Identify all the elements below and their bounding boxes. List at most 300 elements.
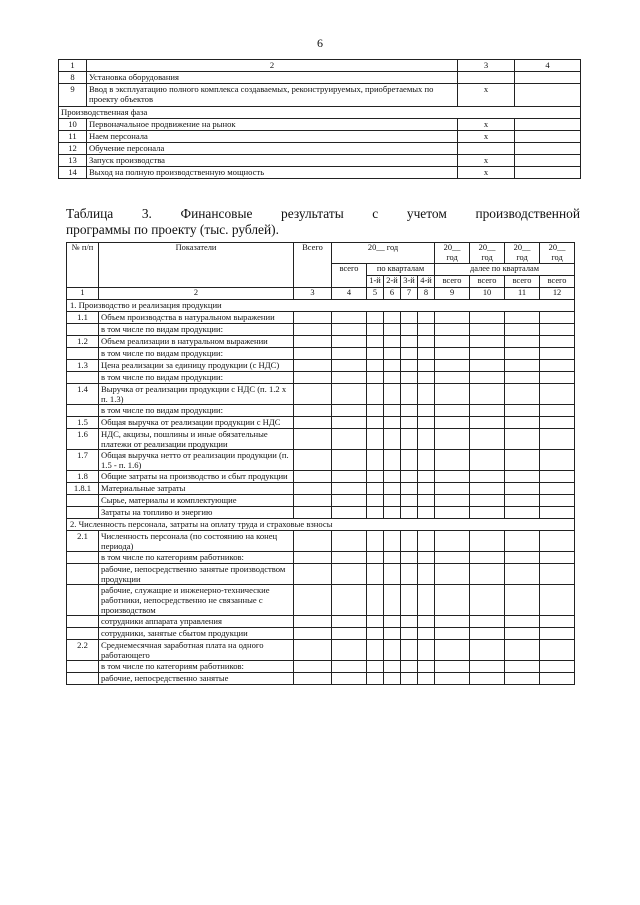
value-cell [367,483,384,495]
value-cell [294,483,332,495]
value-cell [435,336,470,348]
row-label: в том числе по видам продукции: [99,324,294,336]
value-cell [294,661,332,673]
value-cell [294,405,332,417]
value-cell [418,616,435,628]
row-label: Общие затраты на производство и сбыт продукции [99,471,294,483]
row-label: сотрудники аппарата управления [99,616,294,628]
value-cell [384,483,401,495]
table-row [67,336,575,348]
value-cell [367,348,384,360]
value-cell [401,564,418,585]
column-number: 10 [470,288,505,300]
value-cell [418,405,435,417]
value-cell [384,312,401,324]
table-row [67,552,575,564]
header-quarter: 1-й [367,276,384,288]
column-number: 4 [332,288,367,300]
value-cell [435,471,470,483]
header-num: № п/п [67,243,99,288]
row-mark [458,72,515,84]
value-cell [384,531,401,552]
value-cell [505,360,540,372]
value-cell [470,384,505,405]
value-cell [435,552,470,564]
row-number: 9 [59,84,87,107]
value-cell [367,336,384,348]
value-cell [367,417,384,429]
row-label: Цена реализации за единицу продукции (с НДС) [99,360,294,372]
column-number: 3 [294,288,332,300]
value-cell [332,471,367,483]
value-cell [435,531,470,552]
value-cell [384,471,401,483]
value-cell [294,495,332,507]
header-quarter: 2-й [384,276,401,288]
value-cell [384,336,401,348]
value-cell [505,336,540,348]
value-cell [367,640,384,661]
value-cell [418,384,435,405]
row-label: Общая выручка нетто от реализации продукции (п. 1.5 - п. 1.6) [99,450,294,471]
table-row [67,628,575,640]
row-mark [458,143,515,155]
table-row [67,495,575,507]
row-number: 13 [59,155,87,167]
value-cell [332,616,367,628]
value-cell [505,483,540,495]
row-number: 11 [59,131,87,143]
value-cell [294,372,332,384]
value-cell [540,495,575,507]
value-cell [418,640,435,661]
value-cell [367,360,384,372]
value-cell [418,564,435,585]
value-cell [367,471,384,483]
value-cell [470,507,505,519]
value-cell [418,450,435,471]
value-cell [367,552,384,564]
row-label: сотрудники, занятые сбытом продукции [99,628,294,640]
value-cell [332,450,367,471]
row-number: 12 [59,143,87,155]
row-number: 1.3 [67,360,99,372]
row-mark: x [458,155,515,167]
table-header-cell: 2 [87,60,458,72]
value-cell [435,564,470,585]
value-cell [470,628,505,640]
value-cell [332,552,367,564]
value-cell [470,336,505,348]
column-number: 5 [367,288,384,300]
table-row [59,155,581,167]
value-cell [418,661,435,673]
value-cell [540,531,575,552]
row-number [67,348,99,360]
value-cell [418,531,435,552]
header-further-by-quarters: далее по кварталам [435,264,575,276]
timeline-table [58,59,581,179]
value-cell [401,661,418,673]
value-cell [332,531,367,552]
header-quarter: 4-й [418,276,435,288]
value-cell [367,495,384,507]
value-cell [384,324,401,336]
value-cell [470,312,505,324]
value-cell [470,372,505,384]
row-label: рабочие, служащие и инженерно-технические работники, непосредственно не связанные с производством [99,585,294,616]
header-indicators: Показатели [99,243,294,288]
value-cell [332,372,367,384]
value-cell [332,640,367,661]
section-label: 1. Производство и реализация продукции [67,300,575,312]
value-cell [435,616,470,628]
value-cell [540,673,575,685]
value-cell [294,616,332,628]
value-cell [418,429,435,450]
value-cell [401,483,418,495]
row-number [67,405,99,417]
value-cell [294,640,332,661]
value-cell [505,640,540,661]
row-label: рабочие, непосредственно занятые производством продукции [99,564,294,585]
table-row [67,384,575,405]
value-cell [540,348,575,360]
table-row [59,72,581,84]
value-cell [470,324,505,336]
value-cell [294,336,332,348]
row-label: Первоначальное продвижение на рынок [87,119,458,131]
row-number: 10 [59,119,87,131]
value-cell [505,552,540,564]
value-cell [540,429,575,450]
value-cell [505,405,540,417]
value-cell [332,360,367,372]
table-row [67,450,575,471]
value-cell [435,640,470,661]
value-cell [418,360,435,372]
table-row [67,507,575,519]
row-label: рабочие, непосредственно занятые [99,673,294,685]
row-label: Объем реализации в натуральном выражении [99,336,294,348]
value-cell [401,360,418,372]
header-quarter: 3-й [401,276,418,288]
header-year-block: 20__ год [332,243,435,264]
value-cell [367,673,384,685]
value-cell [367,429,384,450]
value-cell [470,564,505,585]
value-cell [367,628,384,640]
value-cell [505,324,540,336]
value-cell [332,336,367,348]
value-cell [505,661,540,673]
row-label: Ввод в эксплуатацию полного комплекса создаваемых, реконструируемых, приобретаемых по проекту объектов [87,84,458,107]
header-row-1 [67,243,575,264]
table-row [67,564,575,585]
value-cell [540,360,575,372]
value-cell [384,384,401,405]
row-label: Численность персонала (по состоянию на конец периода) [99,531,294,552]
value-cell [401,384,418,405]
value-cell [540,585,575,616]
column-number-row [67,288,575,300]
table-row [67,312,575,324]
row-label: Наем персонала [87,131,458,143]
value-cell [435,348,470,360]
value-cell [418,585,435,616]
row-label: в том числе по категориям работников: [99,552,294,564]
value-cell [470,531,505,552]
header-vsego-col: всего [540,276,575,288]
value-cell [505,628,540,640]
row-label: в том числе по видам продукции: [99,405,294,417]
value-cell [384,628,401,640]
value-cell [384,405,401,417]
value-cell [470,360,505,372]
table-row [67,640,575,661]
row-number [67,585,99,616]
value-cell [401,324,418,336]
table-row [67,471,575,483]
column-number: 8 [418,288,435,300]
value-cell [401,640,418,661]
table-row [67,483,575,495]
value-cell [294,552,332,564]
row-label: Объем производства в натуральном выражении [99,312,294,324]
value-cell [294,507,332,519]
value-cell [505,585,540,616]
row-number [67,616,99,628]
row-mark: x [458,119,515,131]
value-cell [384,417,401,429]
value-cell [332,483,367,495]
value-cell [401,507,418,519]
value-cell [332,628,367,640]
section-label: Производственная фаза [59,107,581,119]
value-cell [540,661,575,673]
value-cell [435,585,470,616]
table-row [67,661,575,673]
table-row [59,119,581,131]
row-number: 1.8.1 [67,483,99,495]
value-cell [384,673,401,685]
row-label: Материальные затраты [99,483,294,495]
value-cell [384,495,401,507]
row-label: Запуск производства [87,155,458,167]
value-cell [435,372,470,384]
value-cell [401,417,418,429]
value-cell [418,417,435,429]
value-cell [540,628,575,640]
value-cell [470,348,505,360]
table-row [67,673,575,685]
row-number: 2.2 [67,640,99,661]
row-number: 1.6 [67,429,99,450]
value-cell [470,616,505,628]
value-cell [401,471,418,483]
value-cell [401,552,418,564]
value-cell [540,324,575,336]
value-cell [367,405,384,417]
row-label: Установка оборудования [87,72,458,84]
value-cell [435,483,470,495]
value-cell [384,661,401,673]
value-cell [367,312,384,324]
value-cell [435,405,470,417]
value-cell [418,372,435,384]
row-number [67,673,99,685]
table-header-cell: 1 [59,60,87,72]
value-cell [367,585,384,616]
header-year: 20__ год [435,243,470,264]
value-cell [540,483,575,495]
value-cell [332,312,367,324]
value-cell [332,507,367,519]
value-cell [540,405,575,417]
table-row [67,417,575,429]
value-cell [505,564,540,585]
row-label: Общая выручка от реализации продукции с НДС [99,417,294,429]
value-cell [384,360,401,372]
value-cell [505,616,540,628]
row-number: 1.4 [67,384,99,405]
row-label: Затраты на топливо и энергию [99,507,294,519]
row-label: в том числе по видам продукции: [99,372,294,384]
row-number [67,324,99,336]
value-cell [332,417,367,429]
value-cell [384,552,401,564]
value-cell [470,640,505,661]
value-cell [418,336,435,348]
table-row [67,372,575,384]
value-cell [332,673,367,685]
row-label: Среднемесячная заработная плата на одного работающего [99,640,294,661]
value-cell [384,450,401,471]
header-year: 20__ год [470,243,505,264]
value-cell [401,495,418,507]
value-cell [384,585,401,616]
value-cell [367,450,384,471]
value-cell [435,661,470,673]
value-cell [401,405,418,417]
row-number: 1.5 [67,417,99,429]
table-row [67,405,575,417]
row-mark: x [458,131,515,143]
value-cell [435,495,470,507]
value-cell [470,585,505,616]
table-row [59,84,581,107]
value-cell [470,661,505,673]
value-cell [435,360,470,372]
value-cell [505,312,540,324]
value-cell [401,336,418,348]
table-row [67,324,575,336]
value-cell [401,531,418,552]
value-cell [294,417,332,429]
value-cell [435,628,470,640]
value-cell [367,531,384,552]
value-cell [294,429,332,450]
value-cell [505,348,540,360]
column-number: 1 [67,288,99,300]
value-cell [540,336,575,348]
row-number: 1.7 [67,450,99,471]
table-row [67,429,575,450]
value-cell [332,348,367,360]
row-number [67,495,99,507]
value-cell [505,372,540,384]
value-cell [384,372,401,384]
value-cell [470,417,505,429]
value-cell [401,348,418,360]
table-row [67,348,575,360]
header-vsego-col: всего [435,276,470,288]
value-cell [384,348,401,360]
header-vsego-col: всего [505,276,540,288]
value-cell [384,640,401,661]
row-number [67,372,99,384]
value-cell [418,628,435,640]
value-cell [332,405,367,417]
value-cell [470,405,505,417]
row-label: в том числе по видам продукции: [99,348,294,360]
header-year: 20__ год [505,243,540,264]
row-label: Выход на полную производственную мощность [87,167,458,179]
column-number: 12 [540,288,575,300]
table-row [59,131,581,143]
value-cell [470,429,505,450]
row-number: 1.8 [67,471,99,483]
column-number: 2 [99,288,294,300]
header-by-quarters: по кварталам [367,264,435,276]
value-cell [401,429,418,450]
row-number: 8 [59,72,87,84]
value-cell [294,531,332,552]
table-title-line2: программы по проекту (тыс. рублей). [66,222,279,237]
table-title-line1: Таблица 3. Финансовые результаты с учетом производственной [66,206,580,221]
value-cell [470,673,505,685]
value-cell [401,616,418,628]
section-row [67,519,575,531]
value-cell [435,324,470,336]
value-cell [418,324,435,336]
value-cell [418,673,435,685]
row-mark: x [458,167,515,179]
column-number: 9 [435,288,470,300]
value-cell [505,471,540,483]
header-year: 20__ год [540,243,575,264]
value-cell [384,564,401,585]
row-label: НДС, акцизы, пошлины и иные обязательные платежи от реализации продукции [99,429,294,450]
value-cell [470,495,505,507]
value-cell [294,673,332,685]
table-row [59,143,581,155]
value-cell [540,417,575,429]
value-cell [505,429,540,450]
value-cell [332,324,367,336]
value-cell [294,471,332,483]
row-number [67,507,99,519]
value-cell [367,507,384,519]
value-cell [367,384,384,405]
value-cell [505,507,540,519]
header-total: Всего [294,243,332,288]
value-cell [540,450,575,471]
value-cell [540,312,575,324]
value-cell [540,564,575,585]
value-cell [540,372,575,384]
value-cell [294,450,332,471]
